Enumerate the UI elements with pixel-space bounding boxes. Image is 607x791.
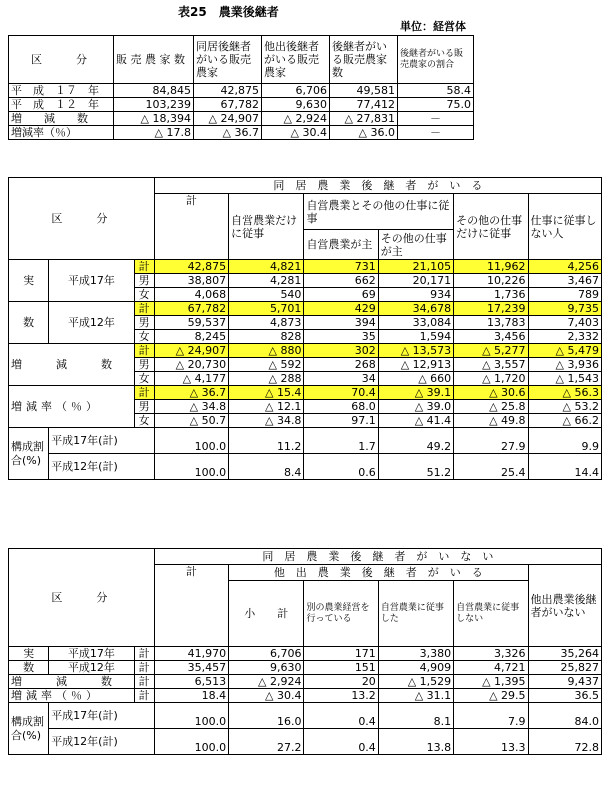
value-cell: △ 4,177 — [154, 372, 228, 386]
value-cell: 4,909 — [378, 661, 453, 675]
value-cell: 2,332 — [528, 330, 601, 344]
value-cell: 4,068 — [154, 288, 228, 302]
summary-table — [8, 35, 474, 140]
value-cell: 49,581 — [330, 84, 398, 98]
value-cell: 17,239 — [454, 302, 528, 316]
value-cell: △ 17.8 — [114, 126, 194, 140]
value-cell: △ 1,529 — [378, 675, 453, 689]
value-cell: 38,807 — [154, 274, 228, 288]
group-label: 数 — [9, 661, 49, 675]
value-cell: 77,412 — [330, 98, 398, 112]
header-betsu-keiei: 別の農業経営を行っている — [304, 581, 378, 647]
header-koukeisha: 後継者がいる販売農家数 — [330, 36, 398, 84]
header-kei: 計 — [154, 565, 228, 647]
value-cell: △ 1,543 — [528, 372, 601, 386]
year-label: 平成12年 — [49, 661, 134, 675]
value-cell: △ 25.8 — [454, 400, 528, 414]
value-cell: 3,380 — [378, 647, 453, 661]
value-cell: △ 66.2 — [528, 414, 601, 428]
value-cell: 5,701 — [229, 302, 304, 316]
value-cell: 0.6 — [304, 454, 378, 480]
sex-label: 計 — [134, 647, 154, 661]
header-sonota-dake: その他の仕事だけに従事 — [454, 194, 528, 260]
value-cell: 97.1 — [304, 414, 378, 428]
value-cell: 0.4 — [304, 703, 378, 729]
value-cell: △ 30.4 — [262, 126, 330, 140]
value-cell: 68.0 — [304, 400, 378, 414]
value-cell: △ 660 — [378, 372, 453, 386]
value-cell: 20 — [304, 675, 378, 689]
year-label: 平成17年(計) — [49, 703, 155, 729]
value-cell: 9.9 — [528, 428, 601, 454]
value-cell: 18.4 — [154, 689, 228, 703]
composition-label: 構成割合(%) — [9, 703, 49, 755]
value-cell: 4,281 — [229, 274, 304, 288]
value-cell: △ 1,395 — [454, 675, 528, 689]
value-cell: △ 24,907 — [194, 112, 262, 126]
ratio-cell: 75.0 — [398, 98, 474, 112]
header-jiei-sonota: 自営農業とその他の仕事に従事 — [304, 194, 454, 230]
value-cell: 21,105 — [378, 260, 453, 274]
value-cell: 8.1 — [378, 703, 453, 729]
value-cell: 0.4 — [304, 729, 378, 755]
value-cell: △ 13,573 — [378, 344, 453, 358]
value-cell: 35 — [304, 330, 378, 344]
value-cell: 3,456 — [454, 330, 528, 344]
value-cell: 151 — [304, 661, 378, 675]
table-row — [9, 126, 474, 140]
sex-label: 女 — [134, 330, 154, 344]
doukyo-nashi-table — [8, 548, 602, 755]
value-cell: 103,239 — [114, 98, 194, 112]
unit-label: 単位：経営体 — [400, 20, 466, 33]
value-cell: 34,678 — [378, 302, 453, 316]
sex-label: 男 — [134, 400, 154, 414]
year-label: 平成17年(計) — [49, 428, 155, 454]
value-cell: 84,845 — [114, 84, 194, 98]
header-hanbai-noka: 販 売 農 家 数 — [114, 36, 194, 84]
value-cell: 67,782 — [154, 302, 228, 316]
group-label: 数 — [9, 302, 49, 344]
value-cell: 20,171 — [378, 274, 453, 288]
value-cell: 9,735 — [528, 302, 601, 316]
value-cell: △ 880 — [229, 344, 304, 358]
row-label: 増 減 数 — [9, 344, 135, 386]
value-cell: △ 12,913 — [378, 358, 453, 372]
header-kei: 計 — [154, 194, 228, 260]
value-cell: 1,736 — [454, 288, 528, 302]
ratio-cell: － — [398, 126, 474, 140]
value-cell: 14.4 — [528, 454, 601, 480]
value-cell: △ 5,277 — [454, 344, 528, 358]
table-row — [9, 112, 474, 126]
value-cell: 429 — [304, 302, 378, 316]
value-cell: △ 5,479 — [528, 344, 601, 358]
table-row — [9, 675, 602, 689]
table-row — [9, 84, 474, 98]
value-cell: △ 53.2 — [528, 400, 601, 414]
composition-row — [9, 454, 602, 480]
value-cell: 6,513 — [154, 675, 228, 689]
value-cell: △ 50.7 — [154, 414, 228, 428]
value-cell: 6,706 — [262, 84, 330, 98]
sex-label: 計 — [134, 689, 154, 703]
doukyo-ari-table — [8, 177, 602, 480]
value-cell: 42,875 — [154, 260, 228, 274]
sex-label: 計 — [134, 675, 154, 689]
value-cell: 27.2 — [229, 729, 304, 755]
value-cell: △ 30.6 — [454, 386, 528, 400]
value-cell: 4,821 — [229, 260, 304, 274]
value-cell: 828 — [229, 330, 304, 344]
value-cell: 1.7 — [304, 428, 378, 454]
header-kubun: 区 分 — [9, 36, 114, 84]
value-cell: 13,783 — [454, 316, 528, 330]
header-shokei: 小 計 — [229, 581, 304, 647]
sex-label: 計 — [134, 661, 154, 675]
value-cell: 16.0 — [229, 703, 304, 729]
row-label: 平 成 １２ 年 — [9, 98, 114, 112]
value-cell: 100.0 — [154, 428, 228, 454]
year-label: 平成12年(計) — [49, 454, 155, 480]
header-doukyo: 同居後継者がいる販売農家 — [194, 36, 262, 84]
value-cell: △ 49.8 — [454, 414, 528, 428]
sex-label: 男 — [134, 358, 154, 372]
row-label: 増減率（％） — [9, 126, 114, 140]
value-cell: 100.0 — [154, 729, 228, 755]
header-jiei-shu: 自営農業が主 — [304, 230, 378, 260]
group-label: 実 — [9, 260, 49, 302]
value-cell: 9,630 — [262, 98, 330, 112]
table-row — [9, 260, 602, 274]
value-cell: △ 15.4 — [229, 386, 304, 400]
value-cell: △ 39.0 — [378, 400, 453, 414]
value-cell: 59,537 — [154, 316, 228, 330]
value-cell: △ 36.0 — [330, 126, 398, 140]
value-cell: 13.2 — [304, 689, 378, 703]
value-cell: 268 — [304, 358, 378, 372]
table-row — [9, 689, 602, 703]
value-cell: △ 27,831 — [330, 112, 398, 126]
value-cell: △ 18,394 — [114, 112, 194, 126]
table-row — [9, 98, 474, 112]
value-cell: △ 36.7 — [194, 126, 262, 140]
value-cell: △ 24,907 — [154, 344, 228, 358]
header-wariai: 後継者がいる販売農家の割合 — [398, 36, 474, 84]
row-label: 増減率（％） — [9, 386, 135, 428]
value-cell: △ 31.1 — [378, 689, 453, 703]
row-label: 増 減 数 — [9, 675, 135, 689]
value-cell: △ 39.1 — [378, 386, 453, 400]
sex-label: 女 — [134, 414, 154, 428]
table-row — [9, 302, 602, 316]
value-cell: 11,962 — [454, 260, 528, 274]
value-cell: △ 34.8 — [229, 414, 304, 428]
value-cell: △ 56.3 — [528, 386, 601, 400]
value-cell: 25,827 — [528, 661, 601, 675]
value-cell: 84.0 — [528, 703, 601, 729]
year-label: 平成12年(計) — [49, 729, 155, 755]
table-row — [9, 647, 602, 661]
value-cell: 51.2 — [378, 454, 453, 480]
value-cell: △ 592 — [229, 358, 304, 372]
value-cell: 3,467 — [528, 274, 601, 288]
composition-label: 構成割合(%) — [9, 428, 49, 480]
value-cell: 662 — [304, 274, 378, 288]
header-jiei-fujuji: 自営農業に従事しない — [454, 581, 528, 647]
value-cell: △ 2,924 — [229, 675, 304, 689]
header-tashutsu-group: 他 出 農 業 後 継 者 が い る — [229, 565, 528, 581]
header-jiei-juji: 自営農業に従事した — [378, 581, 453, 647]
header-group: 同 居 農 業 後 継 者 が い る — [154, 178, 601, 194]
value-cell: 42,875 — [194, 84, 262, 98]
composition-row — [9, 729, 602, 755]
value-cell: △ 2,924 — [262, 112, 330, 126]
value-cell: 4,721 — [454, 661, 528, 675]
value-cell: 8.4 — [229, 454, 304, 480]
sex-label: 男 — [134, 274, 154, 288]
group-label: 実 — [9, 647, 49, 661]
value-cell: 1,594 — [378, 330, 453, 344]
year-label: 平成12年 — [49, 302, 134, 344]
value-cell: 789 — [528, 288, 601, 302]
value-cell: 9,630 — [229, 661, 304, 675]
year-label: 平成17年 — [49, 260, 134, 302]
composition-row — [9, 703, 602, 729]
value-cell: 35,264 — [528, 647, 601, 661]
value-cell: 6,706 — [229, 647, 304, 661]
value-cell: △ 1,720 — [454, 372, 528, 386]
value-cell: 171 — [304, 647, 378, 661]
value-cell: 67,782 — [194, 98, 262, 112]
value-cell: 302 — [304, 344, 378, 358]
year-label: 平成17年 — [49, 647, 134, 661]
value-cell: 540 — [229, 288, 304, 302]
value-cell: 100.0 — [154, 454, 228, 480]
value-cell: 3,326 — [454, 647, 528, 661]
value-cell: △ 12.1 — [229, 400, 304, 414]
sex-label: 計 — [134, 386, 154, 400]
sex-label: 女 — [134, 288, 154, 302]
sex-label: 男 — [134, 316, 154, 330]
value-cell: △ 29.5 — [454, 689, 528, 703]
value-cell: 49.2 — [378, 428, 453, 454]
value-cell: △ 30.4 — [229, 689, 304, 703]
value-cell: 41,970 — [154, 647, 228, 661]
value-cell: 7,403 — [528, 316, 601, 330]
header-kubun: 区 分 — [9, 549, 155, 647]
table-row — [9, 661, 602, 675]
row-label: 平 成 １７ 年 — [9, 84, 114, 98]
value-cell: △ 3,936 — [528, 358, 601, 372]
value-cell: △ 41.4 — [378, 414, 453, 428]
value-cell: 100.0 — [154, 703, 228, 729]
value-cell: 7.9 — [454, 703, 528, 729]
value-cell: 4,256 — [528, 260, 601, 274]
value-cell: 731 — [304, 260, 378, 274]
row-label: 増 減 数 — [9, 112, 114, 126]
header-shigoto-nashi: 仕事に従事しない人 — [528, 194, 601, 260]
value-cell: 33,084 — [378, 316, 453, 330]
sex-label: 計 — [134, 344, 154, 358]
header-tashutsu: 他出後継者がいる販売農家 — [262, 36, 330, 84]
value-cell: △ 3,557 — [454, 358, 528, 372]
value-cell: △ 288 — [229, 372, 304, 386]
value-cell: 34 — [304, 372, 378, 386]
sex-label: 計 — [134, 302, 154, 316]
value-cell: 35,457 — [154, 661, 228, 675]
value-cell: 13.8 — [378, 729, 453, 755]
header-tashutsu-nashi: 他出農業後継者がいない — [528, 565, 601, 647]
header-jiei-dake: 自営農業だけに従事 — [229, 194, 304, 260]
header-kubun: 区 分 — [9, 178, 155, 260]
value-cell: 13.3 — [454, 729, 528, 755]
value-cell: △ 34.8 — [154, 400, 228, 414]
ratio-cell: － — [398, 112, 474, 126]
value-cell: 934 — [378, 288, 453, 302]
value-cell: △ 36.7 — [154, 386, 228, 400]
value-cell: 8,245 — [154, 330, 228, 344]
value-cell: 10,226 — [454, 274, 528, 288]
value-cell: 27.9 — [454, 428, 528, 454]
sex-label: 女 — [134, 372, 154, 386]
value-cell: △ 20,730 — [154, 358, 228, 372]
table-row — [9, 344, 602, 358]
value-cell: 72.8 — [528, 729, 601, 755]
composition-row — [9, 428, 602, 454]
table-row — [9, 386, 602, 400]
value-cell: 394 — [304, 316, 378, 330]
value-cell: 11.2 — [229, 428, 304, 454]
value-cell: 69 — [304, 288, 378, 302]
value-cell: 70.4 — [304, 386, 378, 400]
header-group: 同 居 農 業 後 継 者 が い な い — [154, 549, 601, 565]
value-cell: 25.4 — [454, 454, 528, 480]
value-cell: 4,873 — [229, 316, 304, 330]
ratio-cell: 58.4 — [398, 84, 474, 98]
sex-label: 計 — [134, 260, 154, 274]
value-cell: 36.5 — [528, 689, 601, 703]
row-label: 増減率（％） — [9, 689, 135, 703]
page-title: 表25 農業後継者 — [178, 5, 279, 19]
header-sonota-shu: その他の仕事が主 — [378, 230, 453, 260]
value-cell: 9,437 — [528, 675, 601, 689]
